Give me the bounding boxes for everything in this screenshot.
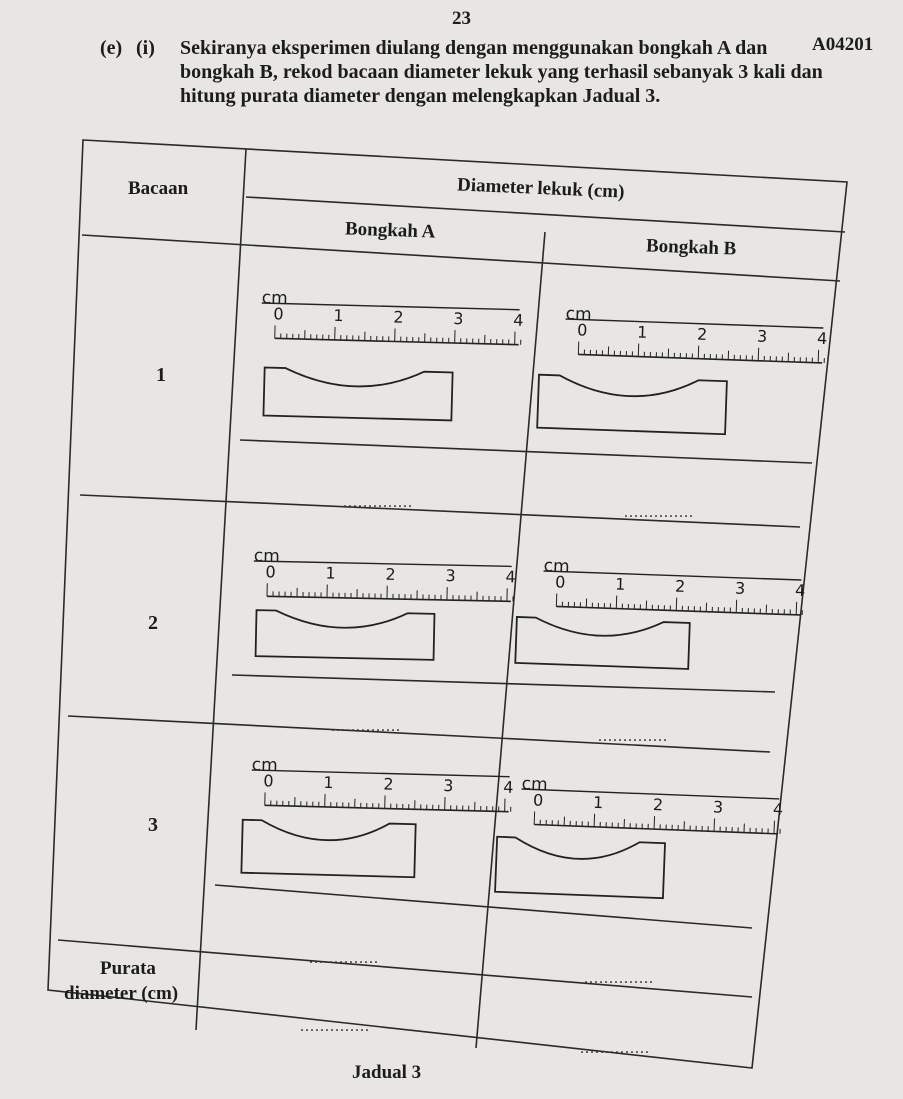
ruler-tick-label: 3 — [756, 326, 768, 347]
row-2-answer-b[interactable]: .............. — [598, 728, 668, 745]
ruler-tick-label: 4 — [772, 799, 784, 820]
block-row2-b — [513, 615, 694, 673]
ruler-scale — [260, 290, 526, 357]
ruler-unit-label: cm — [253, 546, 280, 567]
ruler-scale — [253, 548, 519, 614]
ruler-tick-label: 0 — [532, 790, 544, 810]
row-2-label: 2 — [148, 612, 158, 634]
ruler-tick-label: 2 — [652, 795, 664, 815]
block-row2-a — [253, 608, 438, 664]
ruler-tick-label: 4 — [513, 310, 524, 330]
ruler-tick-label: 1 — [325, 563, 336, 583]
ruler-tick-label: 1 — [636, 322, 648, 342]
ruler-tick-label: 0 — [576, 320, 588, 340]
average-label-line1: Purata — [100, 958, 156, 979]
row-3-answer-b[interactable]: .............. — [584, 970, 654, 987]
ruler-row1-b — [564, 306, 826, 385]
header-block-b: Bongkah B — [645, 235, 737, 260]
question-sub-label: (i) — [136, 37, 155, 59]
ruler-row1-a — [260, 290, 522, 367]
ruler-tick-label: 0 — [273, 304, 284, 324]
question-part-label: (e) — [100, 37, 123, 59]
question-line-2: bongkah B, rekod bacaan diameter lekuk yang terhasil sebanyak 3 kali dan — [180, 61, 823, 83]
header-diameter: Diameter lekuk (cm) — [456, 174, 625, 203]
ruler-tick-label: 4 — [816, 328, 828, 349]
ruler-tick-label: 2 — [674, 576, 686, 596]
ruler-tick-label: 0 — [263, 771, 274, 791]
average-b-line1[interactable]: .............. — [580, 1040, 650, 1057]
average-a-line1[interactable]: .............. — [300, 1018, 370, 1035]
ruler-tick-label: 1 — [323, 772, 334, 793]
ruler-unit-label: cm — [565, 304, 592, 325]
header-block-a: Bongkah A — [344, 218, 436, 243]
ruler-scale — [564, 306, 831, 375]
paper-code: A04201 — [812, 34, 874, 55]
ruler-tick-label: 2 — [696, 324, 708, 344]
ruler-tick-label: 1 — [614, 574, 626, 594]
ruler-unit-label: cm — [543, 556, 570, 577]
ruler-unit-label: cm — [261, 288, 288, 309]
ruler-tick-label: 4 — [503, 777, 514, 797]
table-caption: Jadual 3 — [352, 1062, 422, 1083]
row-3-answer-a[interactable]: .............. — [309, 950, 379, 967]
ruler-scale — [250, 757, 516, 824]
row-1-label: 1 — [156, 364, 166, 386]
block-row1-a — [261, 365, 456, 424]
ruler-scale — [520, 776, 787, 846]
row-1-answer-b[interactable]: .............. — [624, 504, 694, 521]
row-3-label: 3 — [148, 814, 158, 836]
ruler-tick-label: 4 — [505, 567, 516, 587]
average-label-line2: diameter (cm) — [64, 983, 179, 1004]
ruler-tick-label: 3 — [734, 578, 746, 599]
block-row3-a — [239, 818, 419, 882]
ruler-tick-label: 3 — [443, 776, 454, 796]
block-row3-b — [493, 835, 669, 903]
row-2-answer-a[interactable]: .............. — [331, 718, 401, 735]
block-row1-b — [535, 373, 731, 439]
ruler-tick-label: 3 — [445, 566, 456, 586]
question-line-3: hitung purata diameter dengan melengkapkan Jadual 3. — [180, 85, 661, 107]
ruler-unit-label: cm — [251, 755, 278, 776]
ruler-tick-label: 1 — [333, 305, 344, 326]
row-1-answer-a[interactable]: .............. — [343, 494, 413, 511]
page-number: 23 — [452, 8, 471, 29]
ruler-tick-label: 0 — [265, 562, 276, 582]
header-reading: Bacaan — [128, 178, 189, 199]
ruler-unit-label: cm — [521, 774, 548, 795]
ruler-tick-label: 3 — [712, 797, 724, 817]
ruler-tick-label: 1 — [592, 792, 604, 813]
ruler-tick-label: 2 — [385, 564, 396, 584]
ruler-tick-label: 3 — [453, 309, 464, 329]
ruler-tick-label: 0 — [554, 572, 566, 592]
question-line-1: Sekiranya eksperimen diulang dengan menggunakan bongkah A dan — [180, 37, 768, 59]
ruler-tick-label: 2 — [393, 307, 404, 327]
ruler-tick-label: 4 — [794, 580, 806, 601]
ruler-tick-label: 2 — [383, 774, 394, 794]
